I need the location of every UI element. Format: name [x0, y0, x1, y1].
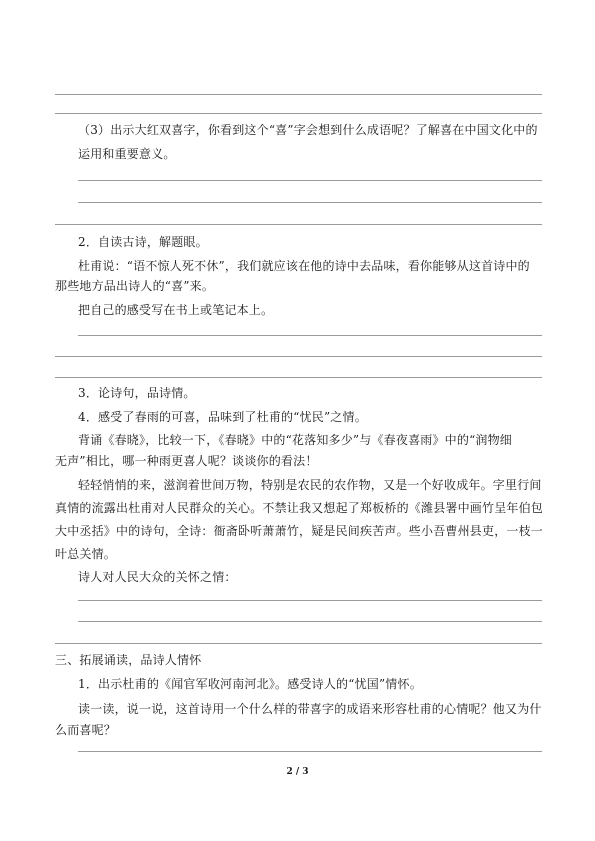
item3-text-line1: （3）出示大红双喜字，你看到这个“喜”字会想到什么成语呢？了解喜在中国文化中的 [78, 123, 538, 137]
rain-text-line1: 轻轻悄悄的来，滋润着世间万物，特别是农民的农作物，又是一个好收成年。字里行间 [78, 478, 542, 492]
rain-text-line3: 大中丞括》中的诗句，全诗：衙斋卧听萧萧竹，疑是民间疾苦声。些小吾曹州县吏，一枝一 [55, 524, 544, 538]
answer-line [55, 643, 542, 644]
care-text: 诗人对人民大众的关怀之情： [78, 570, 237, 584]
recite-text-line2: 无声”相比，哪一种雨更喜人呢？谈谈你的看法！ [55, 454, 318, 468]
page-number: 2 / 3 [286, 767, 309, 777]
answer-line [78, 621, 542, 622]
item3-text-line2: 运用和重要意义。 [78, 147, 176, 161]
section-heading-extend: 三、拓展诵读，品诗人情怀 [55, 653, 202, 667]
answer-line [55, 94, 542, 95]
answer-line [55, 356, 542, 357]
answer-line [78, 202, 542, 203]
answer-line [78, 600, 542, 601]
answer-line [78, 335, 542, 336]
answer-line [55, 224, 542, 225]
answer-line [55, 377, 542, 378]
item1-text: 1．出示杜甫的《闻官军收河南河北》。感受诗人的“忧国”情怀。 [78, 677, 422, 691]
rain-text-line4: 叶总关情。 [55, 547, 117, 561]
read-text-line1: 读一读，说一说，这首诗用一个什么样的带喜字的成语来形容杜甫的心情呢？他又为什 [78, 702, 542, 716]
item3-poem-heading: 3．论诗句，品诗情。 [78, 386, 196, 400]
answer-line [78, 180, 542, 181]
recite-text-line1: 背诵《春晓》，比较一下，《春晓》中的“花落知多少”与《春夜喜雨》中的“润物细 [78, 433, 513, 447]
dufu-text-line1: 杜甫说：“语不惊人死不休”，我们就应该在他的诗中去品味，看你能够从这首诗中的 [78, 259, 530, 273]
dufu-text-line2: 那些地方品出诗人的“喜”来。 [55, 279, 215, 293]
answer-line [55, 113, 542, 114]
rain-text-line2: 真情的流露出杜甫对人民群众的关心。不禁让我又想起了郑板桥的《潍县署中画竹呈年伯包 [55, 501, 544, 515]
answer-line [78, 751, 542, 752]
item4-heading: 4．感受了春雨的可喜，品味到了杜甫的“忧民”之情。 [78, 410, 367, 424]
read-text-line2: 么而喜呢？ [55, 723, 117, 737]
note-text: 把自己的感受写在书上或笔记本上。 [78, 303, 274, 317]
item2-heading: 2．自读古诗，解题眼。 [78, 235, 208, 249]
